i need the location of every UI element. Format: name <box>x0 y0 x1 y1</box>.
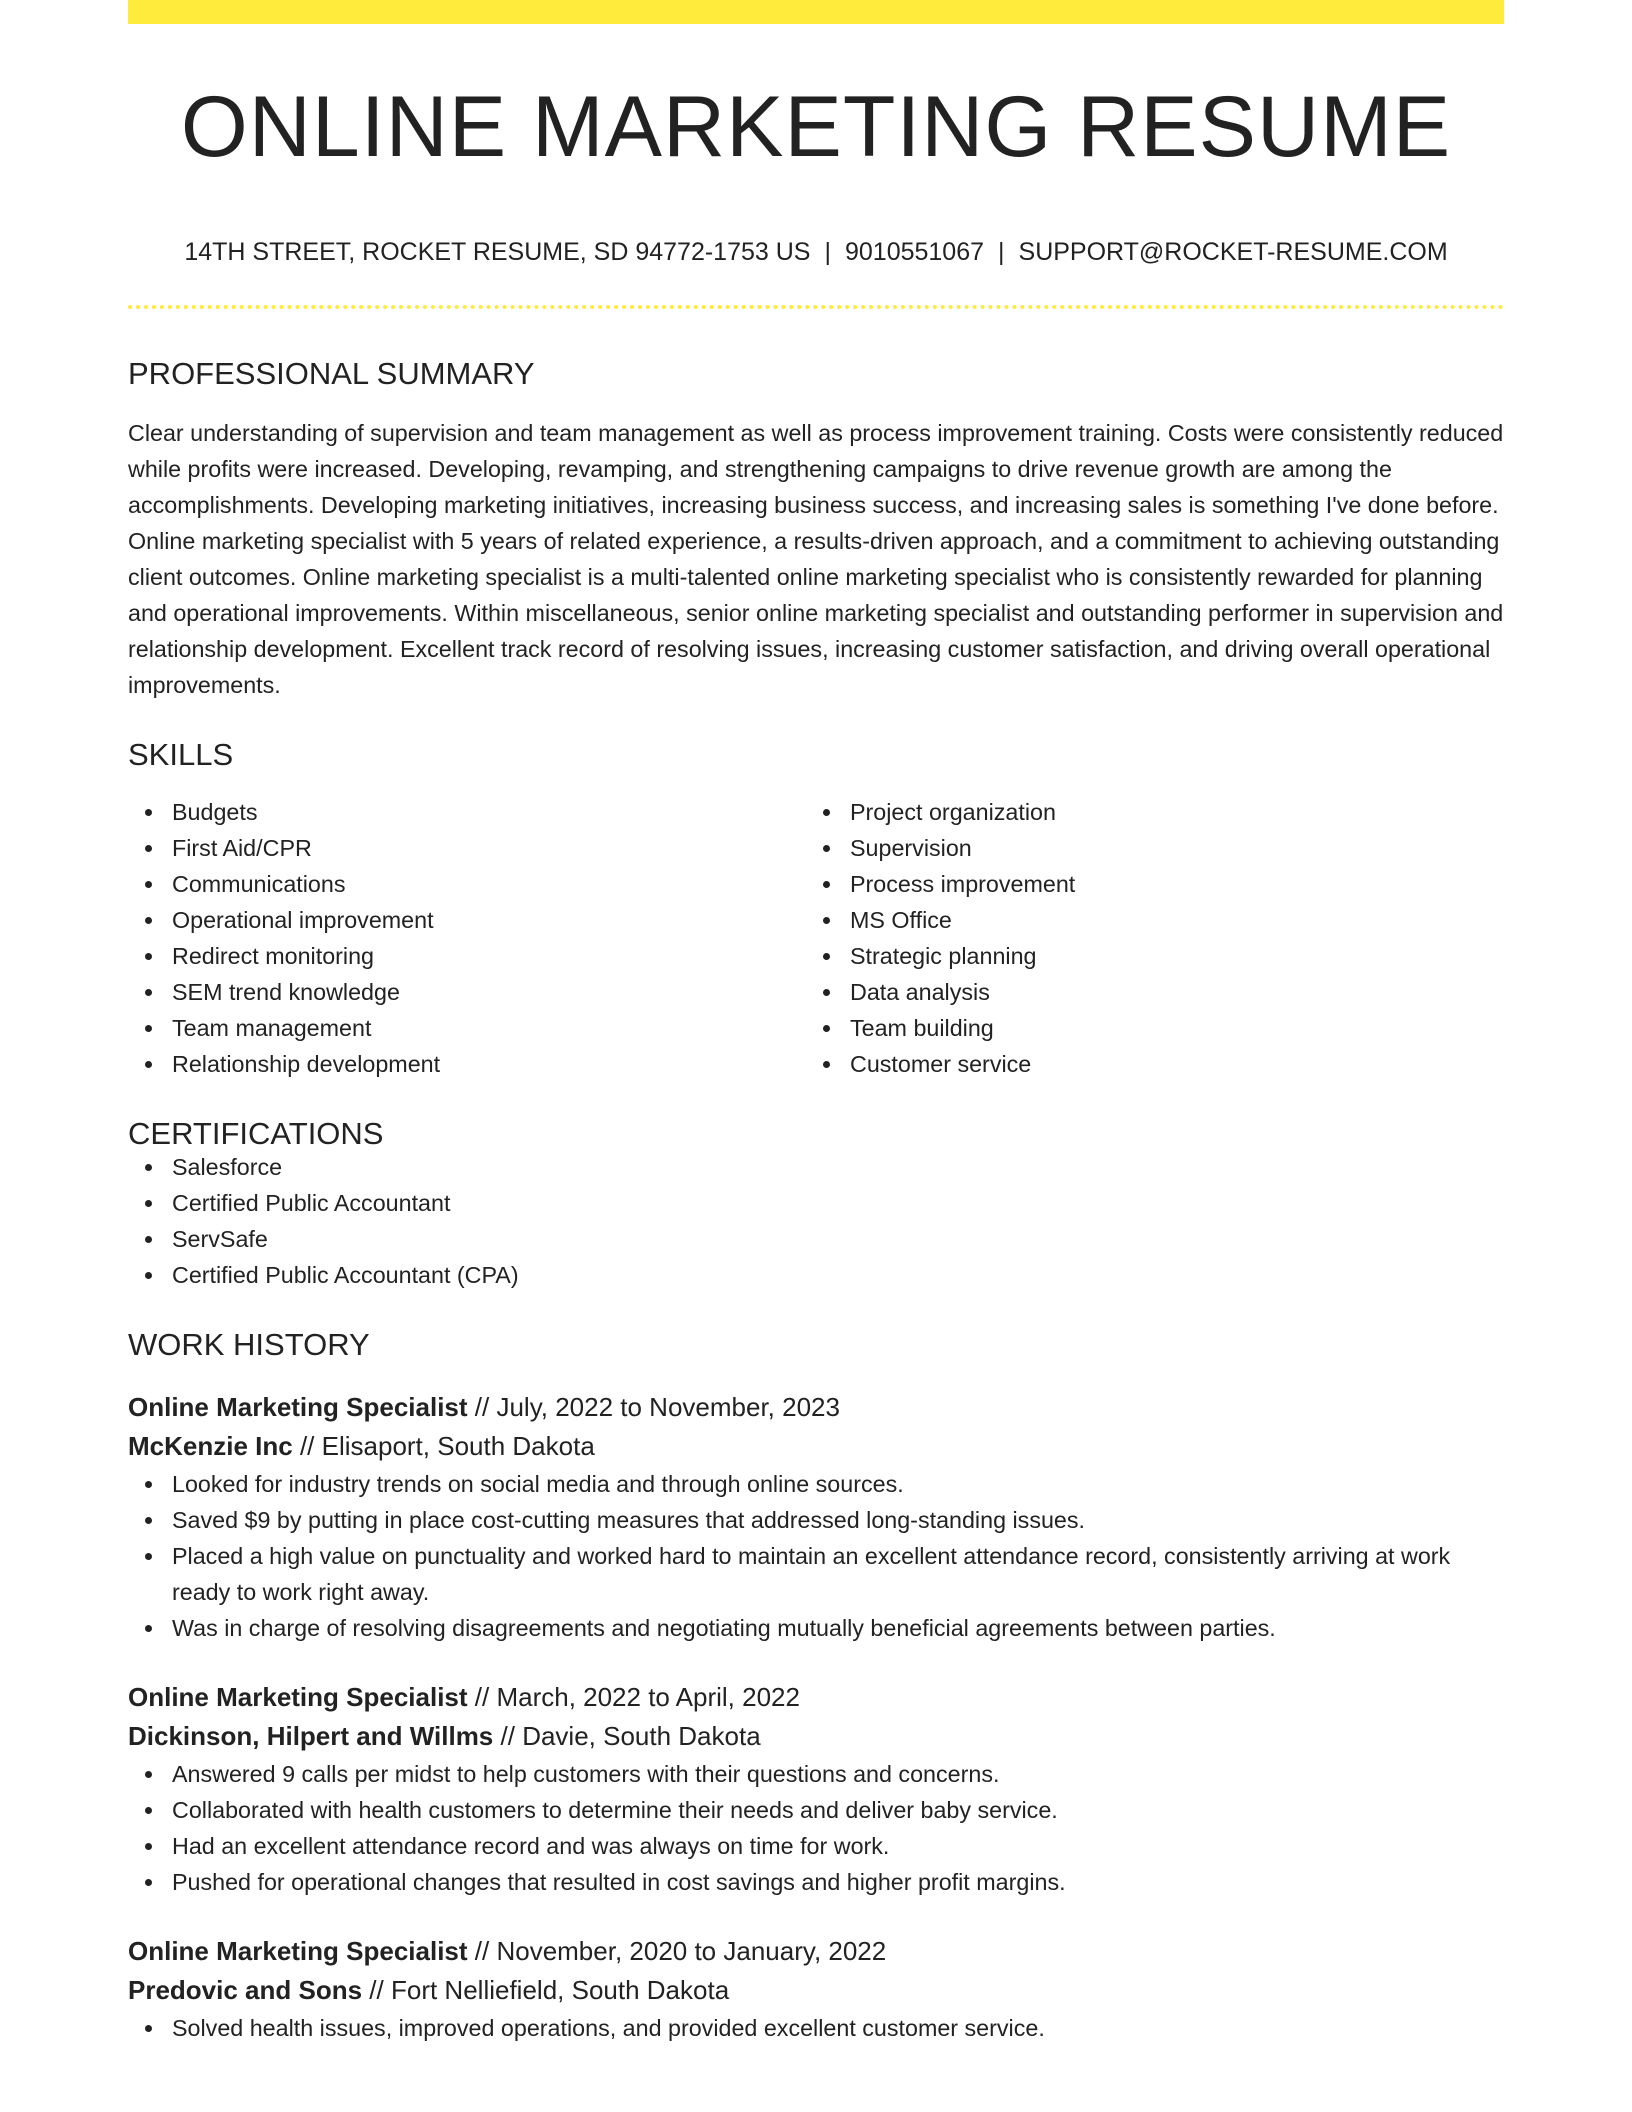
job-location: Elisaport, South Dakota <box>321 1431 595 1461</box>
skills-heading: SKILLS <box>128 737 234 772</box>
job-company: Dickinson, Hilpert and Willms <box>128 1721 494 1751</box>
skills-columns <box>128 794 1504 1082</box>
job-dates: July, 2022 to November, 2023 <box>496 1392 840 1422</box>
summary-heading: PROFESSIONAL SUMMARY <box>128 356 535 391</box>
contact-info <box>128 240 1504 265</box>
separator: // <box>467 1682 497 1712</box>
skill-item: Process improvement <box>850 866 1484 902</box>
job-entry <box>128 1678 1504 1900</box>
job-title-line <box>128 1678 1504 1717</box>
certification-item: Certified Public Accountant <box>172 1185 1504 1221</box>
job-duty: Was in charge of resolving disagreements and negotiating mutually beneficial agreements between parties. <box>172 1610 1504 1646</box>
skills-column-right <box>806 794 1484 1082</box>
job-duty: Had an excellent attendance record and was always on time for work. <box>172 1828 1504 1864</box>
separator: | <box>824 238 831 266</box>
separator: // <box>493 1721 523 1751</box>
skill-item: First Aid/CPR <box>172 830 806 866</box>
job-duties-list <box>128 1756 1504 1900</box>
separator: // <box>467 1936 497 1966</box>
accent-bar <box>128 0 1504 24</box>
job-dates: November, 2020 to January, 2022 <box>496 1936 887 1966</box>
work-history-heading: WORK HISTORY <box>128 1327 370 1362</box>
phone: 9010551067 <box>844 238 985 266</box>
job-duty: Placed a high value on punctuality and worked hard to maintain an excellent attendance record, consistently arriving at work ready to work right away. <box>172 1538 1504 1610</box>
job-title-line <box>128 1388 1504 1427</box>
skill-item: Redirect monitoring <box>172 938 806 974</box>
job-title: Online Marketing Specialist <box>128 1936 468 1966</box>
job-duties-list <box>128 2010 1504 2046</box>
job-location: Fort Nelliefield, South Dakota <box>390 1975 730 2005</box>
skill-item: Project organization <box>850 794 1484 830</box>
skills-list-left <box>128 794 806 1082</box>
skill-item: MS Office <box>850 902 1484 938</box>
job-title: Online Marketing Specialist <box>128 1392 468 1422</box>
job-company: Predovic and Sons <box>128 1975 363 2005</box>
certifications-list <box>128 1149 1504 1293</box>
skill-item: Team management <box>172 1010 806 1046</box>
job-location: Davie, South Dakota <box>522 1721 761 1751</box>
skill-item: Budgets <box>172 794 806 830</box>
job-duties-list <box>128 1466 1504 1646</box>
skills-column-left <box>128 794 806 1082</box>
separator: | <box>998 238 1005 266</box>
resume-title: ONLINE MARKETING RESUME <box>180 79 1452 175</box>
skill-item: SEM trend knowledge <box>172 974 806 1010</box>
job-company: McKenzie Inc <box>128 1431 293 1461</box>
job-company-line <box>128 1427 1504 1466</box>
skill-item: Relationship development <box>172 1046 806 1082</box>
certification-item: Certified Public Accountant (CPA) <box>172 1257 1504 1293</box>
certification-item: ServSafe <box>172 1221 1504 1257</box>
job-duty: Saved $9 by putting in place cost-cutting measures that addressed long-standing issues. <box>172 1502 1504 1538</box>
skill-item: Team building <box>850 1010 1484 1046</box>
skill-item: Supervision <box>850 830 1484 866</box>
separator: // <box>467 1392 497 1422</box>
job-title-line <box>128 1932 1504 1971</box>
job-entry <box>128 1932 1504 2046</box>
job-duty: Looked for industry trends on social media and through online sources. <box>172 1466 1504 1502</box>
job-dates: March, 2022 to April, 2022 <box>496 1682 800 1712</box>
certifications-heading: CERTIFICATIONS <box>128 1116 384 1151</box>
summary-text: Clear understanding of supervision and team management as well as process improvement training. Costs were consistently reduced while profits were increased. Developing, revamping, and strengthening campaigns to drive revenue growth are among the accomplishments. Developing marketing initiatives, increasing business success, and increasing sales is something I've done before. Online marketing specialist with 5 years of related experience, a results-driven approach, and a commitment to achieving outstanding client outcomes. Online marketing specialist is a multi-talented online marketing specialist who is consistently rewarded for planning and operational improvements. Within miscellaneous, senior online marketing specialist and outstanding performer in supervision and relationship development. Excellent track record of resolving issues, increasing customer satisfaction, and driving overall operational improvements. <box>128 420 1504 698</box>
job-duty: Collaborated with health customers to determine their needs and deliver baby service. <box>172 1792 1504 1828</box>
skill-item: Customer service <box>850 1046 1484 1082</box>
skill-item: Communications <box>172 866 806 902</box>
job-duty: Answered 9 calls per midst to help customers with their questions and concerns. <box>172 1756 1504 1792</box>
job-company-line <box>128 1717 1504 1756</box>
dotted-divider <box>128 305 1504 309</box>
separator: // <box>292 1431 322 1461</box>
skills-list-right <box>806 794 1484 1082</box>
skill-item: Data analysis <box>850 974 1484 1010</box>
skill-item: Operational improvement <box>172 902 806 938</box>
job-company-line <box>128 1971 1504 2010</box>
certification-item: Salesforce <box>172 1149 1504 1185</box>
job-duty: Pushed for operational changes that resulted in cost savings and higher profit margins. <box>172 1864 1504 1900</box>
job-title: Online Marketing Specialist <box>128 1682 468 1712</box>
job-duty: Solved health issues, improved operations, and provided excellent customer service. <box>172 2010 1504 2046</box>
resume-page <box>128 0 1504 2046</box>
job-entry <box>128 1388 1504 1646</box>
email: SUPPORT@ROCKET-RESUME.COM <box>1018 238 1448 266</box>
skill-item: Strategic planning <box>850 938 1484 974</box>
address: 14TH STREET, ROCKET RESUME, SD 94772-1753 US <box>184 238 811 266</box>
separator: // <box>362 1975 391 2005</box>
